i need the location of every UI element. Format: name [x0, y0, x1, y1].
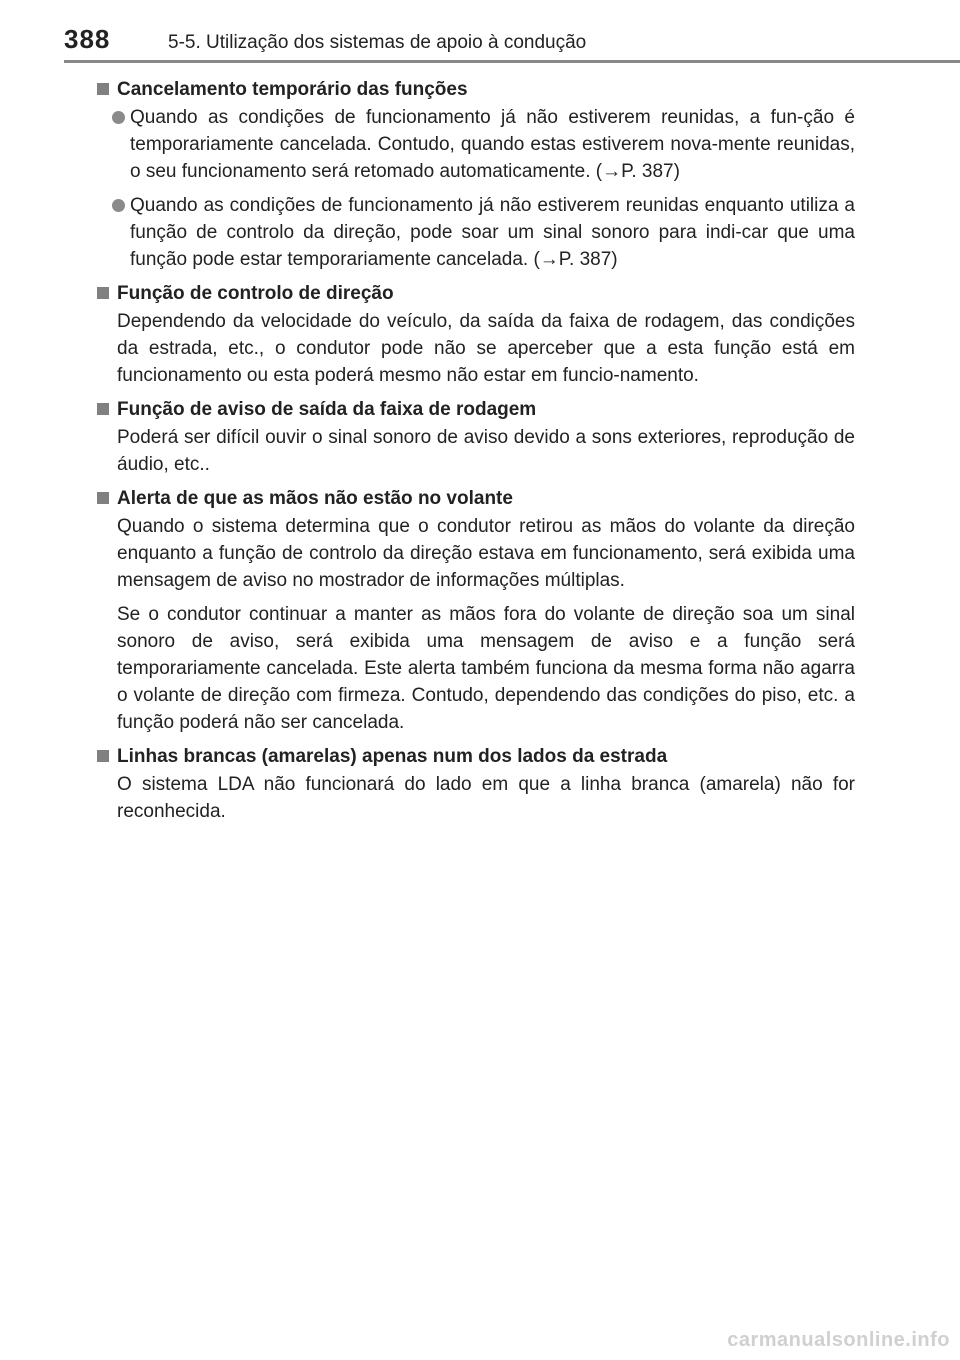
- section-temporary-cancellation: [97, 76, 855, 273]
- section-heading-text: Cancelamento temporário das funções: [117, 79, 468, 100]
- list-item-text: Quando as condições de funcionamento já não estiverem reunidas, a fun-ção é temporariamente cancelada. Contudo, quando estas estiverem nova-mente reunidas, o seu funcionamento será retomado automaticamente. (→P. 387): [130, 107, 855, 182]
- page-content: [97, 76, 855, 832]
- list-item-text: Quando as condições de funcionamento já não estiverem reunidas enquanto utiliza a função de controlo da direção, pode soar um sinal sonoro para indi-car que uma função pode estar temporariamente cancelada. (→P. 387): [130, 195, 855, 270]
- header-divider: [64, 60, 960, 63]
- square-bullet-icon: [97, 83, 109, 95]
- square-bullet-icon: [97, 750, 109, 762]
- list-item: [112, 192, 855, 273]
- circle-bullet-icon: [112, 111, 125, 124]
- page-number: 388: [64, 24, 111, 54]
- section-hands-off-alert: [97, 485, 855, 736]
- section-heading-text: Função de aviso de saída da faixa de rodagem: [117, 399, 537, 420]
- list-item: [112, 104, 855, 185]
- section-heading: [97, 280, 855, 307]
- circle-bullet-icon: [112, 199, 125, 212]
- paragraph: Poderá ser difícil ouvir o sinal sonoro de aviso devido a sons exteriores, reprodução de áudio, etc..: [117, 427, 855, 475]
- square-bullet-icon: [97, 287, 109, 299]
- paragraph: Se o condutor continuar a manter as mãos fora do volante de direção soa um sinal sonoro de aviso, será exibida uma mensagem de aviso e a função será temporariamente cancelada. Este alerta também funciona da mesma forma não agarra o volante de direção com firmeza. Contudo, dependendo das condições do piso, etc. a função poderá não ser cancelada.: [117, 604, 855, 733]
- paragraph: Quando o sistema determina que o condutor retirou as mãos do volante da direção enquanto a função de controlo da direção estava em funcionamento, será exibida uma mensagem de aviso no mostrador de informações múltiplas.: [117, 516, 855, 591]
- section-heading: [97, 396, 855, 423]
- paragraph: Dependendo da velocidade do veículo, da saída da faixa de rodagem, das condições da estrada, etc., o condutor pode não se aperceber que a esta função está em funcionamento ou esta poderá mesmo não estar em funcio-namento.: [117, 311, 855, 386]
- square-bullet-icon: [97, 403, 109, 415]
- section-steering-control: [97, 280, 855, 389]
- section-heading: [97, 743, 855, 770]
- square-bullet-icon: [97, 492, 109, 504]
- watermark: carmanualsonline.info: [727, 1329, 950, 1351]
- section-heading: [97, 76, 855, 103]
- section-lane-departure-warning: [97, 396, 855, 478]
- section-heading-text: Alerta de que as mãos não estão no volante: [117, 488, 513, 509]
- section-single-side-lines: [97, 743, 855, 825]
- paragraph: O sistema LDA não funcionará do lado em que a linha branca (amarela) não for reconhecida.: [117, 774, 855, 822]
- section-heading-text: Linhas brancas (amarelas) apenas num dos lados da estrada: [117, 746, 668, 767]
- chapter-title: 5-5. Utilização dos sistemas de apoio à condução: [168, 32, 587, 53]
- section-heading-text: Função de controlo de direção: [117, 283, 394, 304]
- section-heading: [97, 485, 855, 512]
- page-header: [0, 0, 960, 66]
